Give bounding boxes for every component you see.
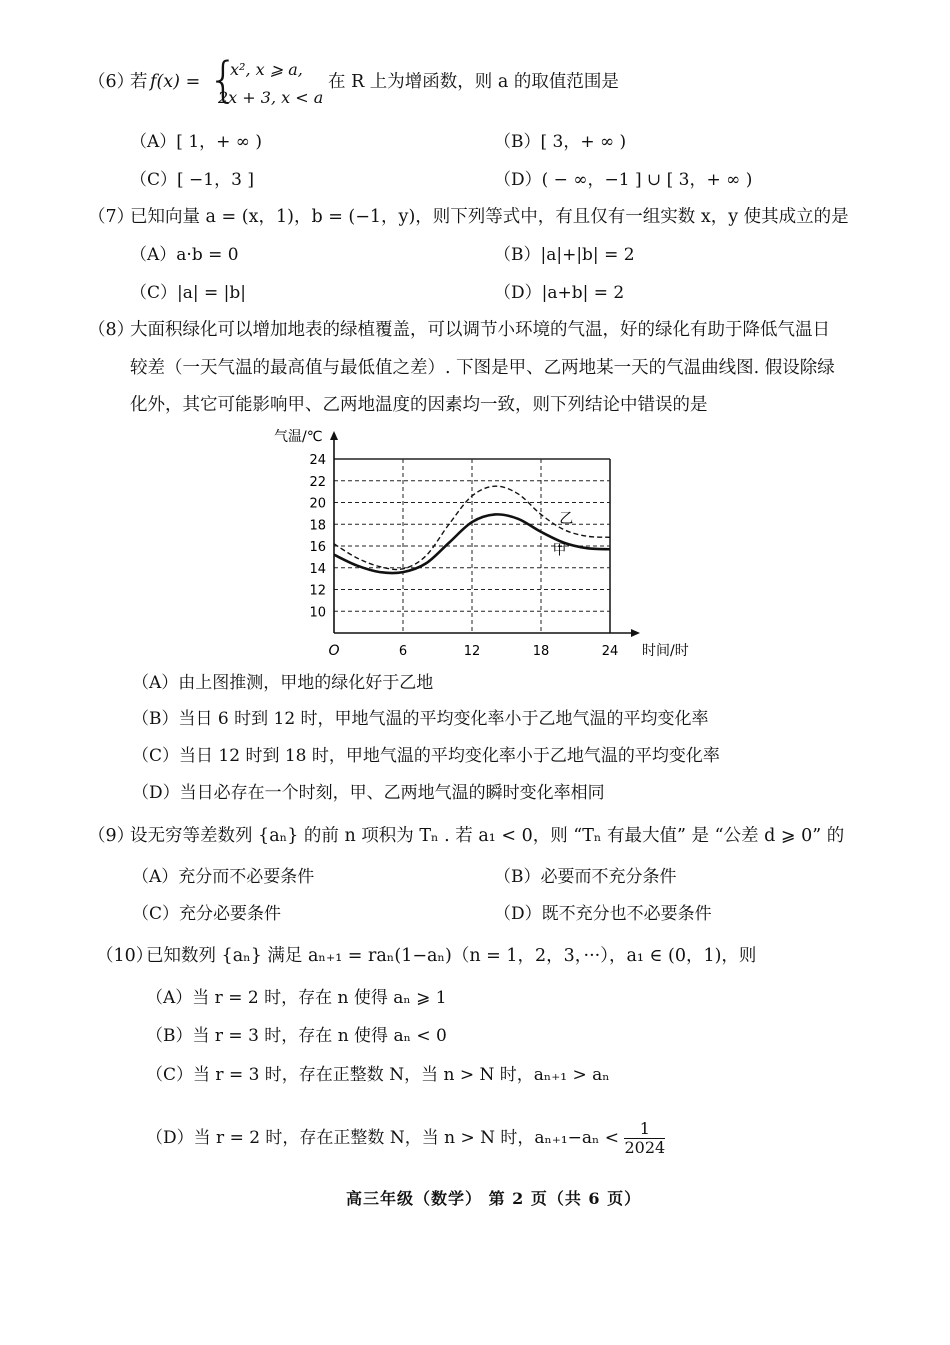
- y-tick-label: 14: [309, 561, 326, 577]
- y-tick-label: 12: [309, 583, 326, 599]
- q8-stem-line3: 化外，其它可能影响甲、乙两地温度的因素均一致，则下列结论中错误的是: [130, 395, 708, 415]
- q10-option-d: [146, 1120, 665, 1157]
- q7-option-b: （B）|a|+|b| = 2: [494, 245, 635, 265]
- q8-number: （8）: [88, 320, 135, 340]
- q6-option-d: （D）( − ∞，−1 ] ∪ [ 3，+ ∞ ): [494, 170, 753, 190]
- x-tick-label: 12: [463, 644, 481, 659]
- fraction-numerator: 1: [624, 1120, 665, 1139]
- q10-number: （10）: [96, 946, 154, 966]
- q7-number: （7）: [88, 207, 135, 227]
- q6-suffix: 在 R 上为增函数，则 a 的取值范围是: [328, 72, 619, 92]
- q9-number: （9）: [88, 826, 135, 846]
- temperature-chart: [268, 425, 708, 660]
- q7-stem: 已知向量 a = (x，1)，b = (−1，y)，则下列等式中，有且仅有一组实数 x，y 使其成立的是: [130, 207, 849, 227]
- y-tick-label: 20: [309, 496, 326, 512]
- q9-option-b: （B）必要而不充分条件: [494, 867, 677, 887]
- q9-option-c: （C）充分必要条件: [132, 904, 282, 924]
- series-label-yi: 乙: [559, 511, 574, 528]
- q6-case1: x², x ⩾ a,: [230, 60, 303, 79]
- q6-option-a: （A）[ 1，+ ∞ ): [130, 132, 262, 152]
- series-label-jia: 甲: [552, 542, 567, 559]
- x-tick-label: 24: [601, 644, 619, 659]
- y-tick-label: 24: [309, 453, 326, 468]
- q8-stem-line1: 大面积绿化可以增加地表的绿植覆盖，可以调节小环境的气温，好的绿化有助于降低气温日: [130, 320, 830, 340]
- q9-stem: 设无穷等差数列 {aₙ} 的前 n 项积为 Tₙ . 若 a₁ < 0，则 “Tₙ 有最大值” 是 “公差 d ⩾ 0” 的: [130, 826, 845, 846]
- q6-prefix: 若: [130, 72, 148, 92]
- q8-option-d: （D）当日必存在一个时刻，甲、乙两地气温的瞬时变化率相同: [132, 783, 605, 803]
- q9-option-d: （D）既不充分也不必要条件: [494, 904, 712, 924]
- q7-option-c: （C）|a| = |b|: [130, 283, 246, 303]
- q6-number: （6）: [88, 72, 135, 92]
- page-footer: 高三年级（数学） 第 2 页（共 6 页）: [346, 1189, 642, 1208]
- q9-option-a: （A）充分而不必要条件: [132, 867, 315, 887]
- q6-brace: {: [208, 52, 239, 108]
- q10-option-d-fraction: [624, 1120, 665, 1157]
- q8-option-c: （C）当日 12 时到 18 时，甲地气温的平均变化率小于乙地气温的平均变化率: [132, 746, 720, 766]
- y-tick-label: 10: [309, 605, 326, 621]
- y-tick-label: 16: [309, 540, 326, 555]
- q8-option-b: （B）当日 6 时到 12 时，甲地气温的平均变化率小于乙地气温的平均变化率: [132, 709, 709, 729]
- q6-option-b: （B）[ 3，+ ∞ ): [494, 132, 627, 152]
- q7-option-a: （A）a·b = 0: [130, 245, 239, 265]
- x-axis-arrow: [631, 629, 640, 637]
- q7-option-d: （D）|a+b| = 2: [494, 283, 625, 303]
- y-axis-arrow: [330, 431, 338, 440]
- origin-label: O: [328, 643, 340, 659]
- y-axis-label: 气温/℃: [274, 429, 323, 445]
- x-tick-label: 6: [398, 644, 408, 659]
- q10-option-d-text: （D）当 r = 2 时，存在正整数 N，当 n > N 时，aₙ₊₁−aₙ <: [146, 1128, 620, 1148]
- fraction-denominator: 2024: [624, 1138, 666, 1157]
- q10-stem: 已知数列 {aₙ} 满足 aₙ₊₁ = raₙ(1−aₙ)（n = 1，2，3，···），a₁ ∈ (0，1)，则: [146, 946, 757, 966]
- q10-option-b: （B）当 r = 3 时，存在 n 使得 aₙ < 0: [146, 1026, 447, 1046]
- q10-option-c: （C）当 r = 3 时，存在正整数 N，当 n > N 时，aₙ₊₁ > aₙ: [146, 1065, 610, 1085]
- q6-fx: f(x) =: [150, 72, 201, 92]
- q8-option-a: （A）由上图推测，甲地的绿化好于乙地: [132, 673, 434, 693]
- y-tick-label: 22: [309, 474, 326, 490]
- q6-case2: 2x + 3, x < a: [218, 88, 324, 107]
- y-tick-label: 18: [309, 518, 326, 534]
- q8-stem-line2: 较差（一天气温的最高值与最低值之差）. 下图是甲、乙两地某一天的气温曲线图. 假设除绿: [130, 358, 835, 378]
- x-axis-label: 时间/时: [642, 643, 689, 659]
- q6-option-c: （C）[ −1，3 ]: [130, 170, 254, 190]
- x-tick-label: 18: [532, 644, 550, 659]
- q10-option-a: （A）当 r = 2 时，存在 n 使得 aₙ ⩾ 1: [146, 988, 447, 1008]
